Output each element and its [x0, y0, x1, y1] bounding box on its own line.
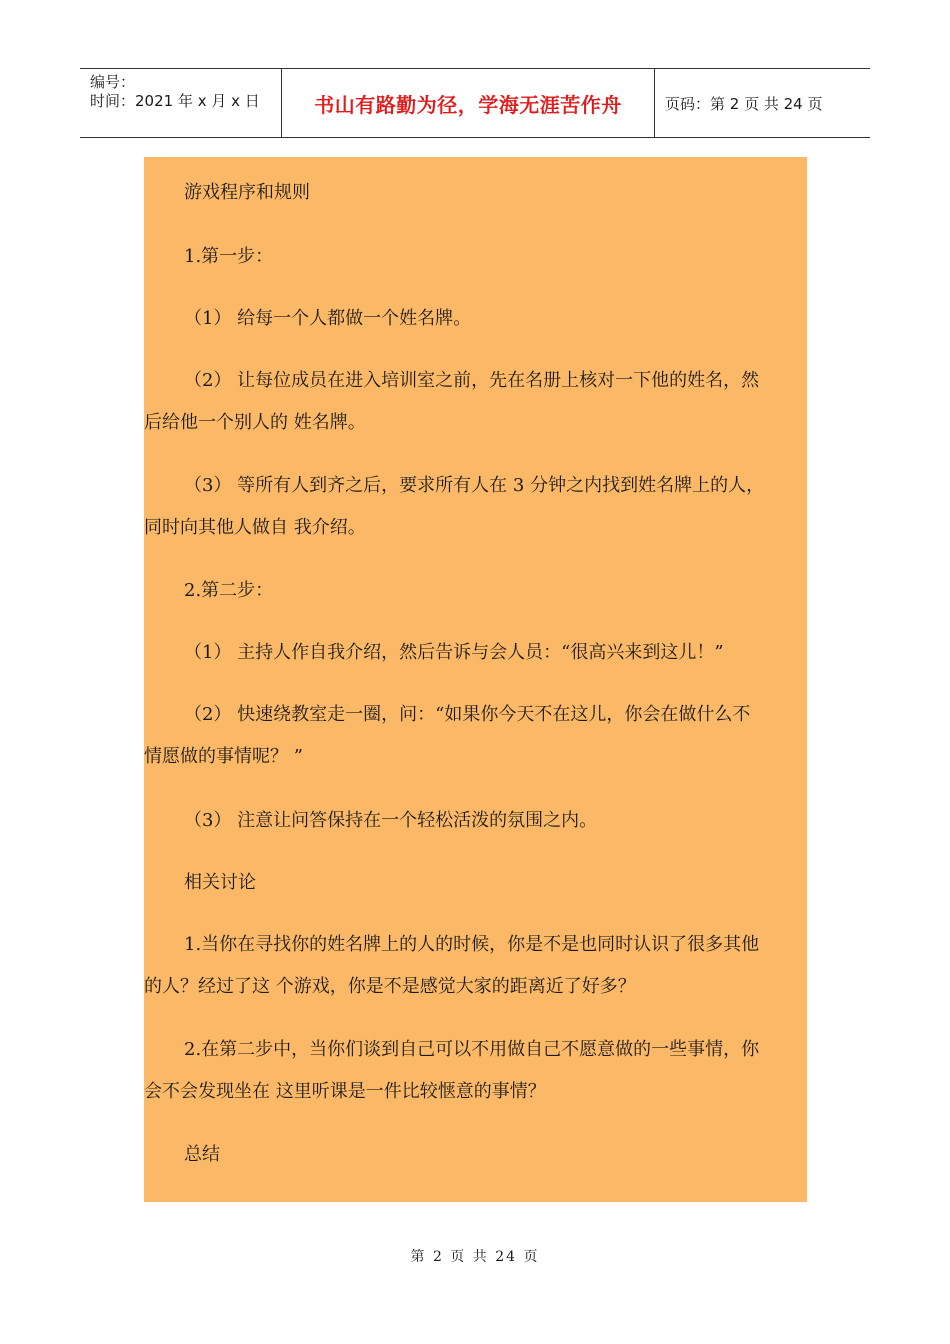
discussion-item-2-line-1: 2.在第二步中，当你们谈到自己可以不用做自己不愿意做的一些事情，你	[184, 1039, 760, 1060]
header-page-label: 页码：第 2 页 共 24 页	[665, 94, 823, 113]
discussion-item-2-line-2: 会不会发现坐在 这里听课是一件比较惬意的事情？	[144, 1081, 546, 1102]
section-title-summary: 总结	[184, 1144, 220, 1165]
step-2-heading: 2.第二步：	[184, 580, 274, 601]
discussion-item-2	[144, 1029, 807, 1113]
page-footer: 第 2 页 共 24 页	[410, 1249, 540, 1265]
step-1-heading: 1.第一步：	[184, 246, 274, 267]
step-1-item-1: （1） 给每一个人都做一个姓名牌。	[184, 308, 472, 329]
step-1-item-3-line-1: （3） 等所有人到齐之后，要求所有人在 3 分钟之内找到姓名牌上的人，	[184, 475, 765, 496]
step-2-item-1: （1） 主持人作自我介绍，然后告诉与会人员：“很高兴来到这儿！”	[184, 642, 724, 663]
step-2-item-2	[144, 694, 807, 778]
discussion-item-1-line-1: 1.当你在寻找你的姓名牌上的人的时候，你是不是也同时认识了很多其他	[184, 934, 760, 955]
step-2-item-3: （3） 注意让问答保持在一个轻松活泼的氛围之内。	[184, 810, 598, 831]
step-1-item-2	[144, 360, 807, 444]
section-title-rules: 游戏程序和规则	[184, 182, 310, 203]
step-1-item-2-line-2: 后给他一个别人的 姓名牌。	[144, 412, 366, 433]
step-2-item-2-line-2: 情愿做的事情呢？ ”	[144, 746, 303, 767]
discussion-item-1-line-2: 的人？经过了这 个游戏，你是不是感觉大家的距离近了好多？	[144, 976, 636, 997]
time-label: 时间：2021 年 x 月 x 日	[90, 92, 260, 110]
discussion-item-1	[144, 924, 807, 1008]
content-block	[144, 157, 807, 1202]
section-title-discussion: 相关讨论	[184, 872, 256, 893]
header-meta	[80, 69, 282, 137]
step-1-item-3	[144, 465, 807, 549]
page-header	[80, 68, 870, 138]
number-label: 编号：	[90, 73, 136, 91]
header-motto: 书山有路勤为径，学海无涯苦作舟	[282, 69, 655, 137]
step-2-item-2-line-1: （2） 快速绕教室走一圈，问：“如果你今天不在这儿，你会在做什么不	[184, 704, 751, 725]
step-1-item-3-line-2: 同时向其他人做自 我介绍。	[144, 517, 366, 538]
step-1-item-2-line-1: （2） 让每位成员在进入培训室之前，先在名册上核对一下他的姓名，然	[184, 370, 760, 391]
